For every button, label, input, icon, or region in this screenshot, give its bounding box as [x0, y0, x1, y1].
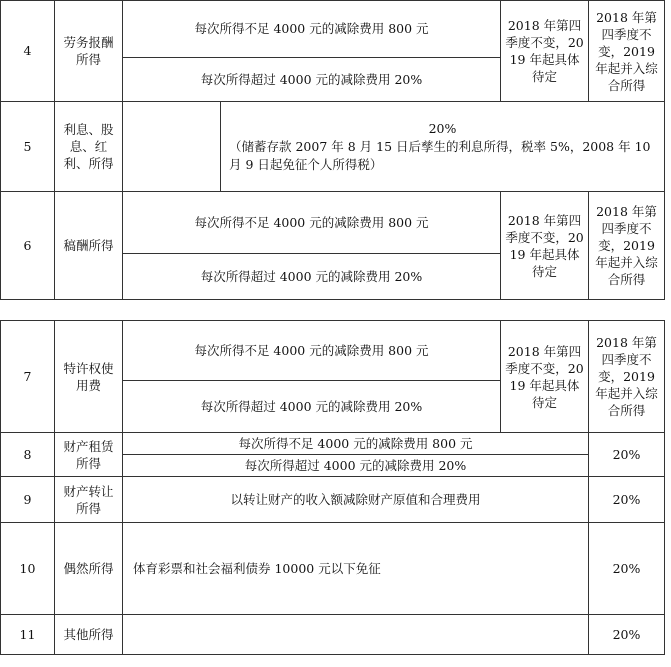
deduction-condition: 每次所得超过 4000 元的减除费用 20%: [123, 58, 501, 102]
tax-table-part1: [0, 0, 665, 300]
status-2019: 2018 年第四季度不变，2019 年起并入综合所得: [589, 192, 665, 300]
income-item: 财产租赁所得: [55, 433, 123, 477]
deduction-condition: 每次所得不足 4000 元的减除费用 800 元: [123, 1, 501, 58]
tax-rate: 20%: [589, 433, 665, 477]
row-num: 8: [1, 433, 55, 477]
tax-rate: 20%: [589, 615, 665, 655]
income-item: 财产转让所得: [55, 477, 123, 523]
status-2018: 2018 年第四季度不变，2019 年起具体待定: [501, 192, 589, 300]
status-2018: 2018 年第四季度不变，2019 年起具体待定: [501, 1, 589, 102]
rate-note-cell: [221, 102, 665, 192]
income-item: 特许权使用费: [55, 321, 123, 433]
income-item: 偶然所得: [55, 523, 123, 615]
tax-rate: 20%: [589, 477, 665, 523]
item-description: 体育彩票和社会福利债券 10000 元以下免征: [123, 523, 589, 615]
row-num: 10: [1, 523, 55, 615]
row-num: 9: [1, 477, 55, 523]
status-2019: 2018 年第四季度不变，2019 年起并入综合所得: [589, 321, 665, 433]
item-description: [123, 615, 589, 655]
empty-cell: [123, 102, 221, 192]
income-item: 其他所得: [55, 615, 123, 655]
tax-rate: 20%: [589, 523, 665, 615]
income-item: 劳务报酬所得: [55, 1, 123, 102]
deduction-condition: 每次所得不足 4000 元的减除费用 800 元: [123, 433, 589, 455]
income-item: 稿酬所得: [55, 192, 123, 300]
status-2018: 2018 年第四季度不变，2019 年起具体待定: [501, 321, 589, 433]
deduction-condition: 每次所得超过 4000 元的减除费用 20%: [123, 254, 501, 300]
row-num: 5: [1, 102, 55, 192]
item-description: 以转让财产的收入额减除财产原值和合理费用: [123, 477, 589, 523]
deduction-condition: 每次所得超过 4000 元的减除费用 20%: [123, 381, 501, 433]
row-num: 11: [1, 615, 55, 655]
deduction-condition: 每次所得超过 4000 元的减除费用 20%: [123, 455, 589, 477]
row-num: 7: [1, 321, 55, 433]
income-item: 利息、股息、红利、所得: [55, 102, 123, 192]
deduction-condition: 每次所得不足 4000 元的减除费用 800 元: [123, 192, 501, 254]
tax-rate: 20%: [428, 120, 457, 136]
row-num: 6: [1, 192, 55, 300]
status-2019: 2018 年第四季度不变，2019 年起并入综合所得: [589, 1, 665, 102]
tax-table-part2: [0, 320, 665, 655]
row-num: 4: [1, 1, 55, 102]
deduction-condition: 每次所得不足 4000 元的减除费用 800 元: [123, 321, 501, 381]
interest-note: （储蓄存款 2007 年 8 月 15 日后孳生的利息所得，税率 5%，2008 年 10 月 9 日起免征个人所得税）: [229, 138, 651, 172]
